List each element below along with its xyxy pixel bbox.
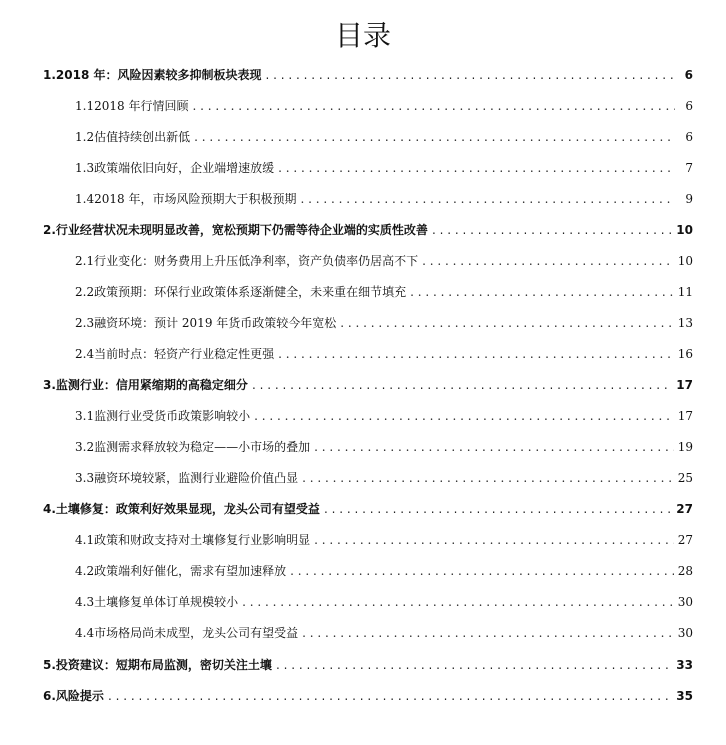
toc-entry-2-3[interactable]: [75, 314, 693, 332]
toc-entry-text: 监测行业受货币政策影响较小: [94, 409, 251, 423]
toc-entry-page: 16: [677, 347, 693, 361]
toc-entry-page: 11: [677, 285, 693, 299]
toc-entry-number: 4.2: [75, 564, 95, 578]
toc-entry-text: 风险提示: [55, 689, 104, 703]
toc-entry-page: 19: [677, 440, 693, 454]
toc-entry-3-2[interactable]: [75, 438, 693, 456]
dot-leader: [192, 97, 675, 115]
toc-entry-1-2[interactable]: [75, 128, 693, 146]
toc-entry-page: 30: [677, 626, 693, 640]
toc-entry-number: 6.: [43, 689, 56, 703]
toc-entry-page: 9: [685, 192, 693, 206]
toc-entry-number: 1.: [43, 68, 56, 82]
toc-entry-page: 27: [676, 502, 693, 516]
toc-entry-number: 2.1: [75, 254, 95, 268]
toc-entry-number: 4.3: [75, 595, 95, 609]
toc-entry-text: 融资环境：预计 2019 年货币政策较今年宽松: [94, 316, 337, 330]
dot-leader: [254, 407, 674, 425]
dot-leader: [194, 128, 675, 146]
toc-entry-4-1[interactable]: [75, 531, 693, 549]
toc-title: 目录: [334, 19, 391, 52]
toc-entry-number: 1.3: [75, 161, 95, 175]
toc-entry-text: 投资建议：短期布局监测，密切关注土壤: [55, 658, 272, 672]
toc-entry-page: 7: [685, 161, 693, 175]
toc-entry-5[interactable]: [43, 656, 693, 674]
toc-entry-number: 1.2: [75, 130, 95, 144]
dot-leader: [252, 376, 672, 394]
toc-entry-number: 2.2: [75, 285, 95, 299]
dot-leader: [108, 687, 672, 705]
toc-entry-page: 17: [676, 378, 693, 392]
dot-leader: [266, 66, 676, 84]
toc-entry-number: 4.: [43, 502, 56, 516]
toc-entry-text: 土壤修复：政策利好效果显现，龙头公司有望受益: [55, 502, 320, 516]
toc-entry-text: 融资环境较紧，监测行业避险价值凸显: [94, 471, 299, 485]
toc-entry-2-2[interactable]: [75, 283, 693, 301]
dot-leader: [242, 593, 674, 611]
toc-entry-page: 13: [677, 316, 693, 330]
toc-entry-number: 4.1: [75, 533, 95, 547]
toc-entry-text: 监测行业：信用紧缩期的高稳定细分: [55, 378, 248, 392]
toc-entry-number: 2.4: [75, 347, 95, 361]
toc-entry-text: 土壤修复单体订单规模较小: [94, 595, 239, 609]
dot-leader: [432, 221, 672, 239]
toc-entry-page: 6: [685, 99, 693, 113]
dot-leader: [290, 562, 674, 580]
toc-entry-text: 估值持续创出新低: [94, 130, 191, 144]
toc-entry-3[interactable]: [43, 376, 693, 394]
toc-entry-number: 1.4: [75, 192, 95, 206]
toc-entry-text: 2018 年行情回顾: [94, 99, 189, 113]
dot-leader: [276, 656, 672, 674]
toc-entry-3-1[interactable]: [75, 407, 693, 425]
dot-leader: [410, 283, 674, 301]
toc-entry-page: 10: [676, 223, 693, 237]
toc-entry-4-2[interactable]: [75, 562, 693, 580]
toc-entry-number: 2.3: [75, 316, 95, 330]
toc-entry-page: 28: [677, 564, 693, 578]
toc-entry-number: 3.2: [75, 440, 95, 454]
dot-leader: [302, 469, 674, 487]
dot-leader: [278, 159, 675, 177]
toc-entry-1[interactable]: [43, 66, 693, 84]
toc-entry-number: 1.1: [75, 99, 95, 113]
dot-leader: [324, 500, 672, 518]
dot-leader: [340, 314, 673, 332]
toc-entry-page: 6: [684, 68, 693, 82]
toc-entry-text: 政策端利好催化，需求有望加速释放: [94, 564, 287, 578]
toc-entry-1-1[interactable]: [75, 97, 693, 115]
toc-entry-number: 3.3: [75, 471, 95, 485]
toc-entry-2-1[interactable]: [75, 252, 693, 270]
toc-entry-3-3[interactable]: [75, 469, 693, 487]
toc-entry-text: 政策端依旧向好，企业端增速放缓: [94, 161, 275, 175]
toc-entry-text: 2018 年：风险因素较多抑制板块表现: [55, 68, 262, 82]
toc-entry-4-3[interactable]: [75, 593, 693, 611]
toc-entry-6[interactable]: [43, 687, 693, 705]
toc-entry-number: 4.4: [75, 626, 95, 640]
toc-entry-4-4[interactable]: [75, 624, 693, 642]
dot-leader: [302, 624, 674, 642]
toc-entry-text: 政策和财政支持对土壤修复行业影响明显: [94, 533, 311, 547]
toc-entry-page: 27: [677, 533, 693, 547]
toc-entry-number: 3.1: [75, 409, 95, 423]
dot-leader: [422, 252, 674, 270]
toc-entry-text: 行业变化：财务费用上升压低净利率，资产负债率仍居高不下: [94, 254, 419, 268]
toc-entry-page: 35: [676, 689, 693, 703]
toc-entry-2-4[interactable]: [75, 345, 693, 363]
toc-entry-1-3[interactable]: [75, 159, 693, 177]
toc-entry-page: 17: [677, 409, 693, 423]
toc-entry-text: 当前时点：轻资产行业稳定性更强: [94, 347, 275, 361]
dot-leader: [300, 190, 675, 208]
toc-entry-page: 30: [677, 595, 693, 609]
toc-entry-text: 行业经营状况未现明显改善，宽松预期下仍需等待企业端的实质性改善: [55, 223, 428, 237]
toc-entry-number: 3.: [43, 378, 56, 392]
dot-leader: [314, 438, 674, 456]
toc-entry-number: 5.: [43, 658, 56, 672]
toc-entry-page: 10: [677, 254, 693, 268]
toc-entry-4[interactable]: [43, 500, 693, 518]
toc-entry-text: 市场格局尚未成型，龙头公司有望受益: [94, 626, 299, 640]
toc-entry-page: 33: [676, 658, 693, 672]
toc-entry-text: 政策预期：环保行业政策体系逐渐健全，未来重在细节填充: [94, 285, 407, 299]
toc-entry-1-4[interactable]: [75, 190, 693, 208]
dot-leader: [314, 531, 674, 549]
toc-entry-number: 2.: [43, 223, 56, 237]
toc-entry-2[interactable]: [43, 221, 693, 239]
toc-entry-page: 6: [685, 130, 693, 144]
toc-entry-text: 监测需求释放较为稳定——小市场的叠加: [94, 440, 311, 454]
toc-entry-page: 25: [677, 471, 693, 485]
dot-leader: [278, 345, 674, 363]
toc-entry-text: 2018 年，市场风险预期大于积极预期: [94, 192, 297, 206]
